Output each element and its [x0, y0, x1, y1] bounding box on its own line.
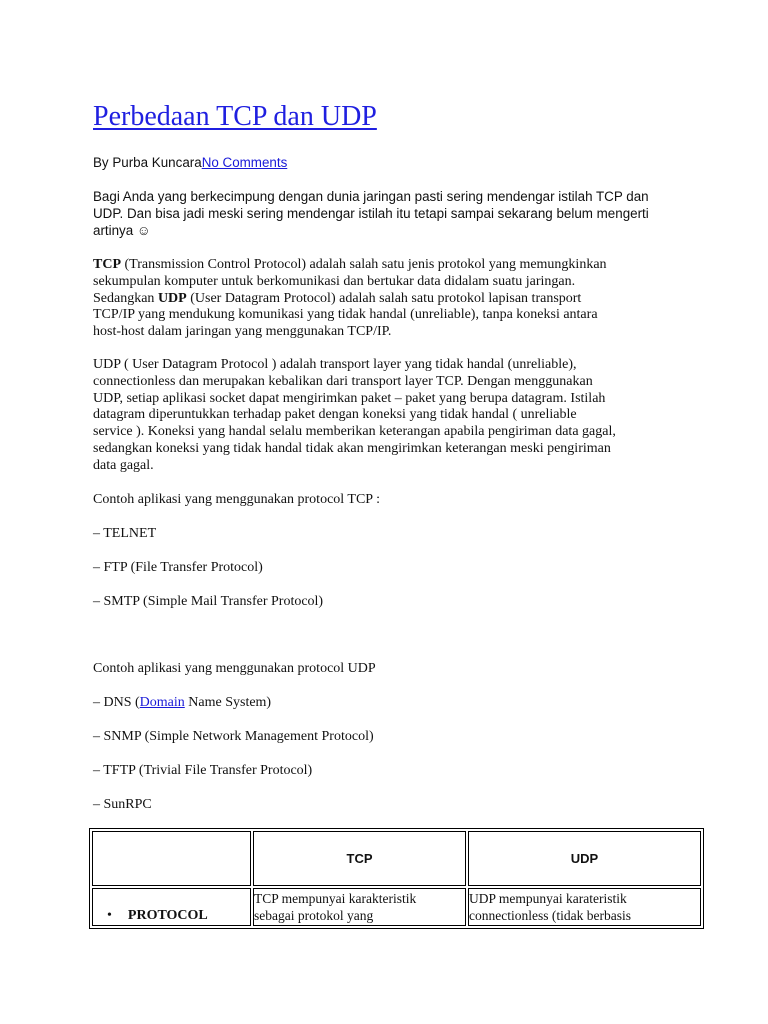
- intro-line: Bagi Anda yang berkecimpung dengan dunia jaringan pasti sering mendengar istilah TCP dan: [93, 189, 649, 204]
- row-label: PROTOCOL: [127, 908, 208, 923]
- udp-line: data gagal.: [93, 457, 154, 473]
- table-header-cell: TCP: [253, 831, 466, 886]
- tcp-app-item: – FTP (File Transfer Protocol): [93, 560, 263, 575]
- byline: [93, 155, 693, 172]
- intro-line: UDP. Dan bisa jadi meski sering mendengar istilah itu tetapi sampai sekarang belum mengerti: [93, 205, 649, 221]
- tcp-apps-heading: Contoh aplikasi yang menggunakan protocol TCP :: [93, 492, 380, 507]
- table-cell: [253, 888, 466, 926]
- row-label-cell: [92, 888, 251, 926]
- tcp-app-item: – SMTP (Simple Mail Transfer Protocol): [93, 594, 324, 609]
- udp-apps-heading: Contoh aplikasi yang menggunakan protocol UDP: [93, 661, 376, 676]
- table-header-row: [92, 831, 701, 886]
- udp-line: UDP ( User Datagram Protocol ) adalah transport layer yang tidak handal (unreliable),: [93, 357, 577, 372]
- table-header-cell: [92, 831, 251, 886]
- bullet-icon: •: [107, 908, 112, 923]
- definition-line: Sedangkan UDP (User Datagram Protocol) adalah salah satu protokol lapisan transport: [93, 290, 582, 306]
- udp-line: sedangkan koneksi yang tidak handal tidak akan mengirimkan keterangan meski pengiriman: [93, 440, 611, 456]
- table-cell: [468, 888, 701, 926]
- cell-line: sebagai protokol yang: [254, 908, 374, 923]
- definition-line: TCP/IP yang mendukung komunikasi yang tidak handal (unreliable), tanpa koneksi antara: [93, 307, 598, 323]
- tcp-term: TCP: [93, 257, 121, 272]
- cell-line: UDP mempunyai karateristik: [469, 891, 627, 906]
- page-title: [93, 103, 377, 131]
- intro-line: artinya ☺: [93, 222, 151, 238]
- comments-link[interactable]: No Comments: [201, 155, 288, 170]
- udp-line: connectionless dan merupakan kebalikan dari transport layer TCP. Dengan menggunakan: [93, 373, 593, 389]
- domain-link[interactable]: Domain: [139, 695, 185, 710]
- definition-line: TCP (Transmission Control Protocol) adalah salah satu jenis protokol yang memungkinkan: [93, 257, 607, 272]
- udp-app-item: – DNS (Domain Name System): [93, 695, 272, 710]
- intro-paragraph: [93, 189, 693, 239]
- udp-line: UDP, setiap aplikasi socket dapat mengirimkan paket – paket yang berupa datagram. Istilah: [93, 390, 606, 406]
- author-name: By Purba Kuncara: [93, 155, 202, 170]
- definition-paragraph: [93, 257, 693, 341]
- udp-app-item: – TFTP (Trivial File Transfer Protocol): [93, 763, 313, 778]
- udp-app-item: – SunRPC: [93, 797, 152, 812]
- comparison-table: [89, 828, 704, 929]
- table-header-cell: UDP: [468, 831, 701, 886]
- tcp-app-item: – TELNET: [93, 526, 157, 541]
- cell-line: TCP mempunyai karakteristik: [254, 891, 417, 906]
- table-row: [92, 888, 701, 926]
- title-link[interactable]: Perbedaan TCP dan UDP: [93, 101, 377, 132]
- udp-line: datagram diperuntukkan terhadap paket dengan koneksi yang tidak handal ( unreliable: [93, 407, 577, 423]
- udp-term: UDP: [157, 290, 187, 306]
- udp-paragraph: [93, 357, 693, 475]
- cell-line: connectionless (tidak berbasis: [469, 908, 631, 923]
- definition-line: host-host dalam jaringan yang menggunakan TCP/IP.: [93, 324, 392, 340]
- udp-app-item: – SNMP (Simple Network Management Protocol): [93, 729, 374, 744]
- udp-line: service ). Koneksi yang handal selalu memberikan keterangan apabila pengiriman data gagal,: [93, 424, 616, 440]
- definition-line: sekumpulan komputer untuk berkomunikasi dan bertukar data didalam suatu jaringan.: [93, 273, 576, 289]
